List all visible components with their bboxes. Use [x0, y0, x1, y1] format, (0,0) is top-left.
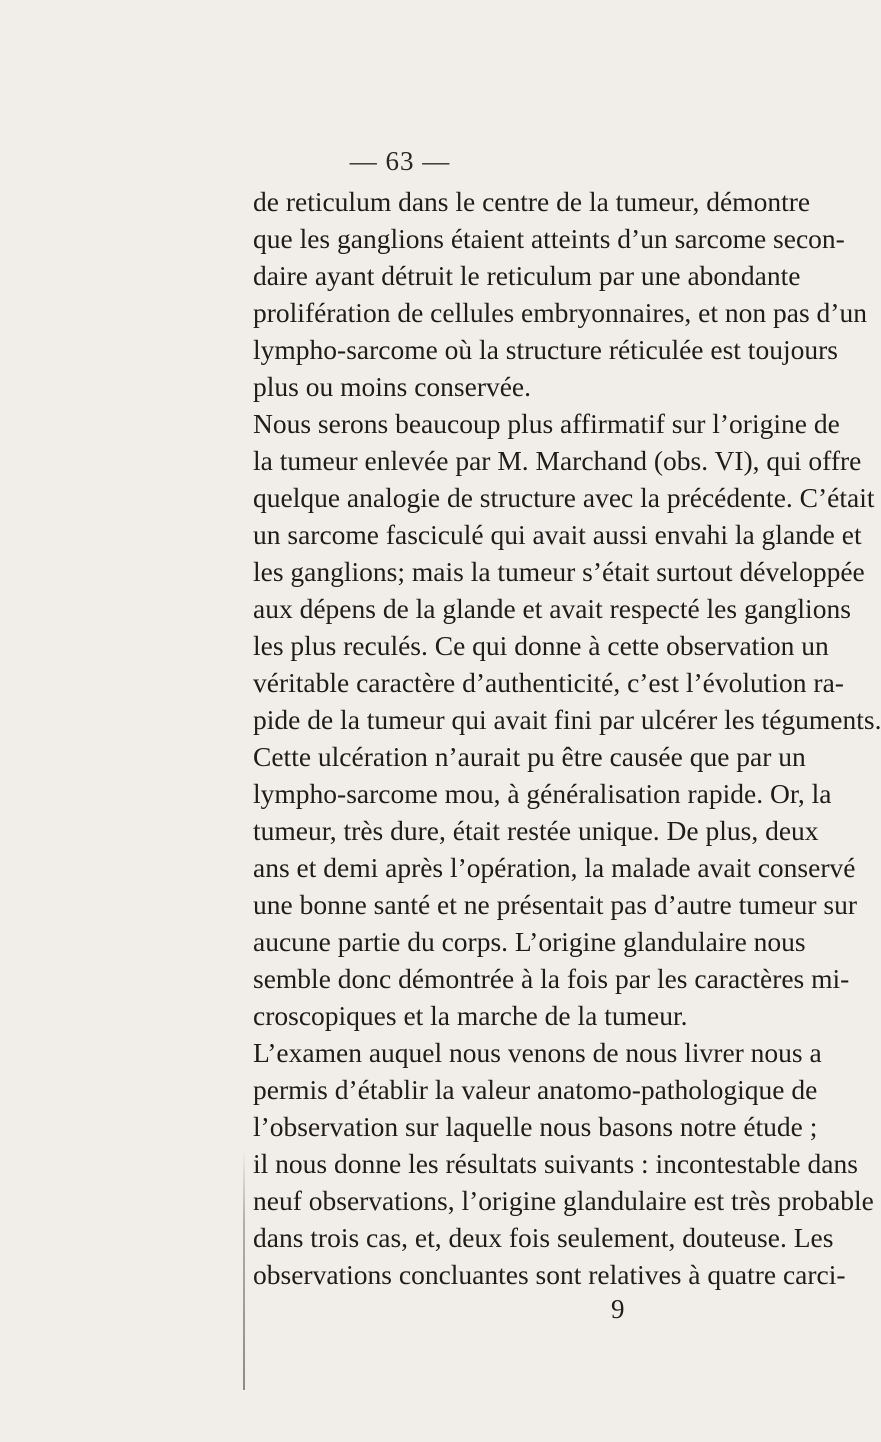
text-line: aux dépens de la glande et avait respecté les ganglions [253, 593, 851, 624]
text-line: pide de la tumeur qui avait fini par ulcérer les téguments. [253, 704, 881, 735]
page-number: — 63 — [349, 146, 451, 176]
text-line: il nous donne les résultats suivants : incontestable dans [253, 1148, 858, 1179]
text-line: les ganglions; mais la tumeur s’était surtout développée [253, 556, 865, 587]
text-line: neuf observations, l’origine glandulaire est très probable [253, 1185, 874, 1216]
page-edge-shadow [243, 1150, 245, 1390]
text-line: Cette ulcération n’aurait pu être causée que par un [253, 741, 806, 772]
text-line: que les ganglions étaient atteints d’un sarcome secon- [253, 223, 845, 254]
signature-mark: 9 [611, 1294, 625, 1324]
text-line: lympho-sarcome mou, à généralisation rapide. Or, la [253, 778, 832, 809]
text-line: lympho-sarcome où la structure réticulée est toujours [253, 334, 838, 365]
text-line: quelque analogie de structure avec la précédente. C’était [253, 482, 875, 513]
text-line: la tumeur enlevée par M. Marchand (obs. VI), qui offre [253, 445, 862, 476]
text-line: véritable caractère d’authenticité, c’est l’évolution ra- [253, 667, 844, 698]
text-line: une bonne santé et ne présentait pas d’autre tumeur sur [253, 889, 858, 920]
text-line: de reticulum dans le centre de la tumeur, démontre [253, 186, 811, 217]
text-line: plus ou moins conservée. [253, 371, 532, 402]
text-line: dans trois cas, et, deux fois seulement, douteuse. Les [253, 1222, 834, 1253]
text-line: permis d’établir la valeur anatomo-pathologique de [253, 1074, 818, 1105]
text-line: tumeur, très dure, était restée unique. De plus, deux [253, 815, 819, 846]
text-line: aucune partie du corps. L’origine glandulaire nous [253, 926, 806, 957]
text-line: Nous serons beaucoup plus affirmatif sur l’origine de [253, 408, 840, 439]
text-line: un sarcome fasciculé qui avait aussi envahi la glande et [253, 519, 862, 550]
text-line: les plus reculés. Ce qui donne à cette observation un [253, 630, 829, 661]
text-line: ans et demi après l’opération, la malade avait conservé [253, 852, 856, 883]
text-line: croscopiques et la marche de la tumeur. [253, 1000, 688, 1031]
text-line: observations concluantes sont relatives à quatre carci- [253, 1259, 846, 1290]
text-line: L’examen auquel nous venons de nous livrer nous a [253, 1037, 822, 1068]
text-line: semble donc démontrée à la fois par les caractères mi- [253, 963, 850, 994]
text-line: prolifération de cellules embryonnaires, et non pas d’un [253, 297, 867, 328]
text-line: daire ayant détruit le reticulum par une abondante [253, 260, 801, 291]
text-line: l’observation sur laquelle nous basons notre étude ; [253, 1111, 818, 1142]
